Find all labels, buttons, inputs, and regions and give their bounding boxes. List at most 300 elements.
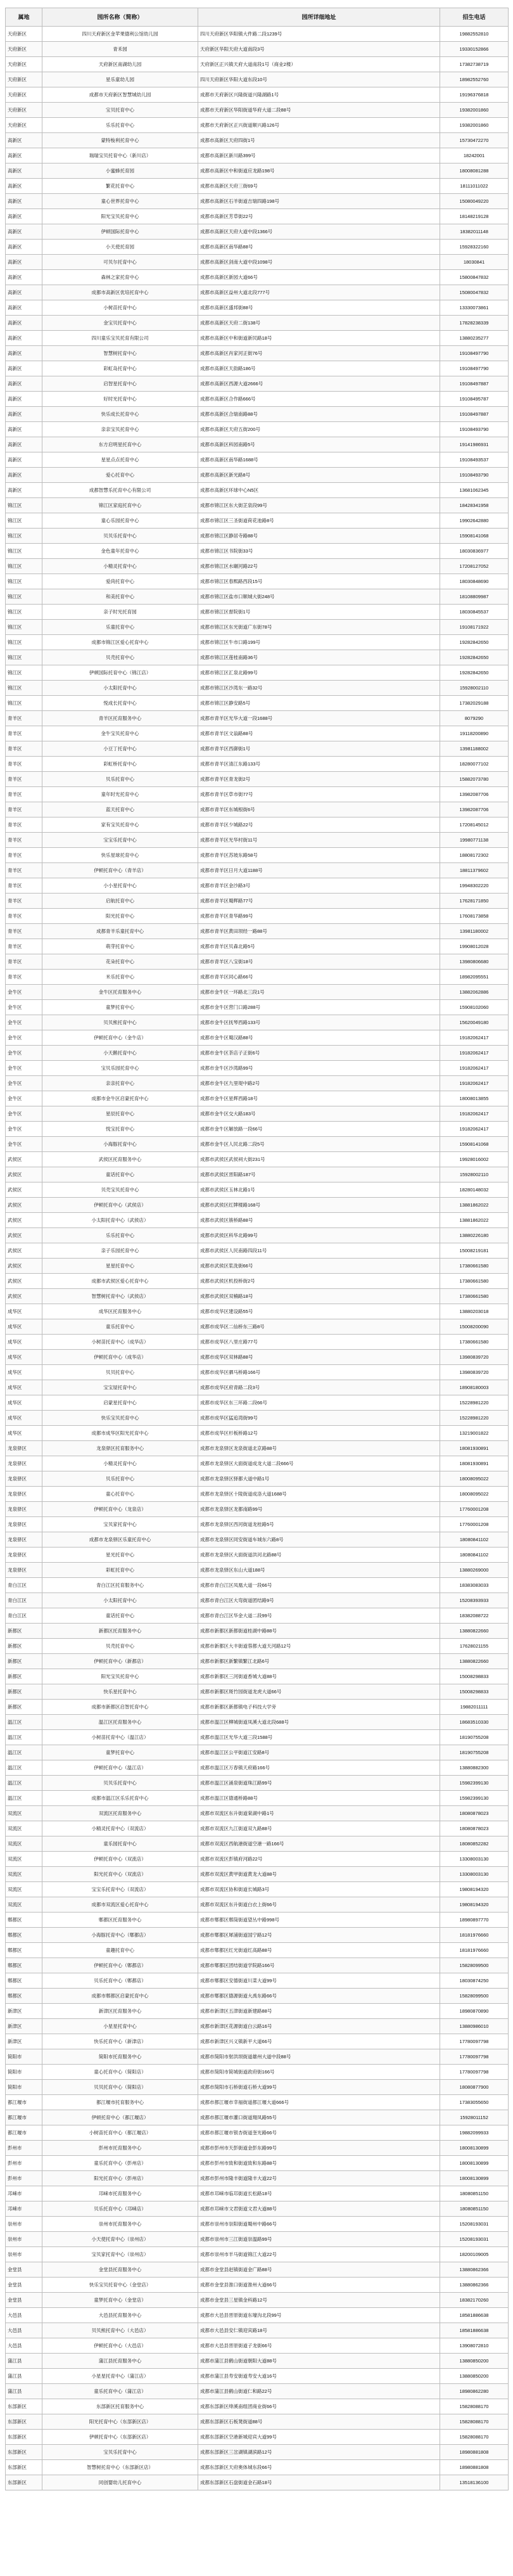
table-row xyxy=(6,696,509,711)
cell-name: 成都市新都区启智托育中心 xyxy=(42,1700,198,1715)
table-row xyxy=(6,2414,509,2430)
table-row xyxy=(6,1259,509,1274)
cell-phone: 18080841102 xyxy=(440,1532,509,1548)
cell-region: 新津区 xyxy=(6,2004,42,2019)
cell-region: 都江堰市 xyxy=(6,2125,42,2141)
cell-phone: 13880235277 xyxy=(440,331,509,346)
cell-address: 成都市双流区协和街道长城路3号 xyxy=(198,1882,440,1897)
cell-address: 四川天府新区华阳镇大件路二段1239号 xyxy=(198,27,440,42)
cell-address: 成都市高新区环球中心N5区 xyxy=(198,483,440,498)
cell-address: 成都市温江区德通桥路88号 xyxy=(198,1791,440,1806)
table-row xyxy=(6,72,509,87)
cell-name: 童心世界托育中心 xyxy=(42,194,198,209)
cell-region: 温江区 xyxy=(6,1745,42,1760)
cell-region: 青羊区 xyxy=(6,863,42,878)
cell-phone: 17760001208 xyxy=(440,1502,509,1517)
cell-name: 双流区托育服务中心 xyxy=(42,1806,198,1821)
cell-phone: 15800847832 xyxy=(440,270,509,285)
table-row xyxy=(6,1563,509,1578)
cell-phone: 18428341958 xyxy=(440,498,509,513)
cell-name: 贝乐托育中心 xyxy=(42,772,198,787)
cell-address: 成都市高新区天府三街69号 xyxy=(198,179,440,194)
cell-name: 星乐童幼儿园 xyxy=(42,72,198,87)
cell-phone: 18080841102 xyxy=(440,1548,509,1563)
table-header-row xyxy=(6,8,509,27)
cell-name: 新都区托育服务中心 xyxy=(42,1624,198,1639)
cell-address: 成都市简阳市简城街道政府街166号 xyxy=(198,2065,440,2080)
cell-name: 伊顿托育中心（都江堰店） xyxy=(42,2110,198,2125)
cell-phone: 18382088722 xyxy=(440,1608,509,1624)
cell-name: 亲子时光托育园 xyxy=(42,605,198,620)
cell-address: 成都市邛崃市文君街道文君大道88号 xyxy=(198,2201,440,2217)
cell-address: 成都市金牛区抚琴西路133号 xyxy=(198,1015,440,1030)
cell-address: 成都市龙泉驿区大面街道洪河北路88号 xyxy=(198,1548,440,1563)
cell-region: 双流区 xyxy=(6,1836,42,1852)
cell-address: 成都市龙泉驿区东山大道188号 xyxy=(198,1563,440,1578)
table-row xyxy=(6,452,509,468)
cell-name: 童乐托育中心 xyxy=(42,1319,198,1335)
cell-region: 高新区 xyxy=(6,163,42,179)
cell-address: 成都市高新区石羊街道吉瑞四路198号 xyxy=(198,194,440,209)
cell-phone: 15008298833 xyxy=(440,1684,509,1700)
cell-address: 成都市锦江区书院街33号 xyxy=(198,544,440,559)
cell-region: 都江堰市 xyxy=(6,2095,42,2110)
table-row xyxy=(6,224,509,240)
cell-name: 成都市郫都区启蒙托育中心 xyxy=(42,1989,198,2004)
table-row xyxy=(6,1806,509,1821)
cell-phone: 18980862280 xyxy=(440,2384,509,2399)
cell-name: 成华区托育服务中心 xyxy=(42,1304,198,1319)
cell-phone: 13880862366 xyxy=(440,2278,509,2293)
cell-name: 阳光托育中心（东部新区店） xyxy=(42,2414,198,2430)
cell-phone: 19182062417 xyxy=(440,1046,509,1061)
cell-region: 温江区 xyxy=(6,1715,42,1730)
cell-name: 森林之家托育中心 xyxy=(42,270,198,285)
cell-address: 成都市成华区八里庄路77号 xyxy=(198,1335,440,1350)
cell-name: 繁花托育中心 xyxy=(42,179,198,194)
cell-phone: 18148219128 xyxy=(440,209,509,224)
table-row xyxy=(6,2080,509,2095)
cell-name: 贝乐托育中心（郫都店） xyxy=(42,1973,198,1989)
cell-address: 成都市新都区斑竹园街道龙虎大道66号 xyxy=(198,1684,440,1700)
cell-name: 伊顿托育中心（大邑店） xyxy=(42,2338,198,2354)
cell-name: 星辰托育中心 xyxy=(42,1106,198,1122)
cell-phone: 18181976660 xyxy=(440,1943,509,1958)
cell-region: 高新区 xyxy=(6,437,42,452)
table-row xyxy=(6,1137,509,1152)
cell-name: 宝宝乐托育中心（双流店） xyxy=(42,1882,198,1897)
table-row xyxy=(6,787,509,802)
cell-phone: 17628171850 xyxy=(440,894,509,909)
cell-region: 彭州市 xyxy=(6,2141,42,2156)
cell-name: 贝贝熊托育中心 xyxy=(42,1015,198,1030)
cell-address: 成都市成华区双林路88号 xyxy=(198,1350,440,1365)
table-row xyxy=(6,1015,509,1030)
cell-address: 成都东部新区石板凳街道88号 xyxy=(198,2414,440,2430)
table-row xyxy=(6,1380,509,1395)
cell-phone: 13980839720 xyxy=(440,1365,509,1380)
cell-address: 成都市龙泉驿区龙泉街道北京路88号 xyxy=(198,1441,440,1456)
cell-name: 童心乐园托育中心 xyxy=(42,513,198,529)
cell-phone: 15828088170 xyxy=(440,2399,509,2414)
cell-phone: 19902642880 xyxy=(440,513,509,529)
cell-phone: 18982552760 xyxy=(440,72,509,87)
cell-phone: 18108809987 xyxy=(440,589,509,605)
cell-phone: 13880850200 xyxy=(440,2354,509,2369)
cell-phone: 13880203018 xyxy=(440,1304,509,1319)
cell-name: 米乐托育中心 xyxy=(42,970,198,985)
cell-region: 温江区 xyxy=(6,1776,42,1791)
cell-name: 成都市温江区乐乐托育中心 xyxy=(42,1791,198,1806)
table-row xyxy=(6,2338,509,2354)
cell-address: 成都市郫都区德源街道大禹东路66号 xyxy=(198,1989,440,2004)
cell-name: 童梦托育中心 xyxy=(42,1745,198,1760)
cell-address: 天府新区华阳天府大道南段3号 xyxy=(198,42,440,57)
cell-phone: 18190755208 xyxy=(440,1730,509,1745)
cell-name: 小海豚托育中心（郫都店） xyxy=(42,1928,198,1943)
cell-address: 成都市青羊区贝森北路5号 xyxy=(198,939,440,954)
cell-phone: 15228981220 xyxy=(440,1395,509,1411)
cell-phone: 19928016002 xyxy=(440,1152,509,1167)
cell-name: 蓝天托育中心 xyxy=(42,802,198,817)
table-row xyxy=(6,1228,509,1243)
table-row xyxy=(6,2065,509,2080)
table-row xyxy=(6,2232,509,2247)
cell-address: 成都市青羊区八宝街18号 xyxy=(198,954,440,970)
cell-phone: 17760001208 xyxy=(440,1517,509,1532)
cell-phone: 15982399130 xyxy=(440,1776,509,1791)
cell-address: 成都市天府新区正兴街道顺兴路126号 xyxy=(198,118,440,133)
cell-phone: 19808194320 xyxy=(440,1897,509,1913)
cell-address: 成都市崇州市羊马街道锦江大道22号 xyxy=(198,2247,440,2262)
cell-phone: 19882552810 xyxy=(440,27,509,42)
cell-region: 高新区 xyxy=(6,148,42,163)
cell-name: 金堂县托育服务中心 xyxy=(42,2262,198,2278)
cell-phone: 13882062886 xyxy=(440,985,509,1000)
table-row xyxy=(6,1700,509,1715)
cell-address: 成都市龙泉驿区西河街道龙桂路5号 xyxy=(198,1517,440,1532)
cell-phone: 18280148032 xyxy=(440,1182,509,1198)
table-row xyxy=(6,1213,509,1228)
cell-name: 东方启明星托育中心 xyxy=(42,437,198,452)
cell-address: 成都市新都区大丰街道蓉都大道天河路12号 xyxy=(198,1639,440,1654)
cell-region: 新都区 xyxy=(6,1669,42,1684)
cell-address: 成都市武侯区浆洗街66号 xyxy=(198,1259,440,1274)
table-row xyxy=(6,392,509,407)
cell-address: 成都市金堂县淮口街道淮州大道66号 xyxy=(198,2278,440,2293)
cell-region: 大邑县 xyxy=(6,2323,42,2338)
cell-region: 高新区 xyxy=(6,376,42,392)
table-row xyxy=(6,1821,509,1836)
cell-region: 郫都区 xyxy=(6,1913,42,1928)
cell-name: 龙泉驿区托育服务中心 xyxy=(42,1441,198,1456)
table-row xyxy=(6,1882,509,1897)
table-row xyxy=(6,179,509,194)
cell-region: 新都区 xyxy=(6,1624,42,1639)
cell-phone: 13908072810 xyxy=(440,2338,509,2354)
cell-address: 成都市锦江区静安路5号 xyxy=(198,696,440,711)
cell-region: 天府新区 xyxy=(6,103,42,118)
cell-region: 武侯区 xyxy=(6,1259,42,1274)
cell-phone: 17828238339 xyxy=(440,316,509,331)
cell-phone: 15828099500 xyxy=(440,1989,509,2004)
cell-region: 简阳市 xyxy=(6,2049,42,2065)
cell-region: 高新区 xyxy=(6,179,42,194)
cell-region: 武侯区 xyxy=(6,1198,42,1213)
table-row xyxy=(6,346,509,361)
cell-name: 成都市成华区阳光托育中心 xyxy=(42,1426,198,1441)
table-row xyxy=(6,2141,509,2156)
cell-region: 青羊区 xyxy=(6,939,42,954)
cell-name: 彭州市托育服务中心 xyxy=(42,2141,198,2156)
cell-address: 成都市郫都区红光街道红高路88号 xyxy=(198,1943,440,1958)
cell-phone: 13219001822 xyxy=(440,1426,509,1441)
cell-phone: 19108493790 xyxy=(440,468,509,483)
cell-address: 成都市新都区新都镇电子科技大学旁 xyxy=(198,1700,440,1715)
cell-address: 成都市青羊区同心路66号 xyxy=(198,970,440,985)
cell-phone: 19282842650 xyxy=(440,635,509,650)
cell-address: 成都市温江区光华大道三段1588号 xyxy=(198,1730,440,1745)
cell-region: 新津区 xyxy=(6,2034,42,2049)
table-row xyxy=(6,1319,509,1335)
table-row xyxy=(6,1989,509,2004)
cell-name: 小小星托育中心 xyxy=(42,878,198,894)
cell-address: 成都市锦江区东大街芷泉段99号 xyxy=(198,498,440,513)
cell-phone: 17380661580 xyxy=(440,1259,509,1274)
table-row xyxy=(6,316,509,331)
cell-address: 成都市天府新区华阳街道华府大道二段88号 xyxy=(198,103,440,118)
cell-phone: 19182062417 xyxy=(440,1061,509,1076)
cell-name: 小太阳托育中心 xyxy=(42,1593,198,1608)
cell-phone: 17383055650 xyxy=(440,2095,509,2110)
kindergarten-table xyxy=(5,8,509,2490)
cell-name: 贝壳托育中心 xyxy=(42,650,198,665)
cell-phone: 19182062417 xyxy=(440,1106,509,1122)
table-row xyxy=(6,1395,509,1411)
cell-name: 童梦托育中心（金堂店） xyxy=(42,2293,198,2308)
cell-phone: 18242001 xyxy=(440,148,509,163)
cell-phone: 18811379602 xyxy=(440,863,509,878)
table-row xyxy=(6,163,509,179)
cell-phone: 15208393933 xyxy=(440,1593,509,1608)
cell-phone: 15620049180 xyxy=(440,1015,509,1030)
table-row xyxy=(6,1548,509,1563)
cell-name: 童乐托育中心（蒲江店） xyxy=(42,2384,198,2399)
cell-region: 青羊区 xyxy=(6,817,42,833)
cell-phone: 19141986931 xyxy=(440,437,509,452)
cell-name: 锦江区家庭托育中心 xyxy=(42,498,198,513)
cell-address: 成都市郫都区郫筒街道望丛中路998号 xyxy=(198,1913,440,1928)
table-row xyxy=(6,802,509,817)
cell-name: 伊顿国际托育中心（锦江店） xyxy=(42,665,198,681)
table-row xyxy=(6,468,509,483)
cell-name: 崇州市托育服务中心 xyxy=(42,2217,198,2232)
cell-name: 金色童年托育中心 xyxy=(42,544,198,559)
cell-region: 锦江区 xyxy=(6,650,42,665)
cell-region: 金牛区 xyxy=(6,1122,42,1137)
cell-address: 成都市温江区柳城街道凤溪大道北段688号 xyxy=(198,1715,440,1730)
cell-phone: 19182062417 xyxy=(440,1122,509,1137)
cell-phone: 18383083033 xyxy=(440,1578,509,1593)
cell-region: 高新区 xyxy=(6,133,42,148)
table-row xyxy=(6,1608,509,1624)
table-header xyxy=(6,8,509,27)
table-row xyxy=(6,1578,509,1593)
cell-region: 青白江区 xyxy=(6,1608,42,1624)
cell-address: 成都市大邑县晋原街道东壕沟北段99号 xyxy=(198,2308,440,2323)
cell-name: 童话托育中心 xyxy=(42,1608,198,1624)
cell-phone: 17380661580 xyxy=(440,1335,509,1350)
cell-name: 亲亲宝贝托育中心 xyxy=(42,422,198,437)
cell-name: 蒙特梭利托育中心 xyxy=(42,133,198,148)
cell-name: 金牛宝贝托育中心 xyxy=(42,726,198,741)
table-row xyxy=(6,2369,509,2384)
cell-name: 小天鹅托育中心 xyxy=(42,1046,198,1061)
cell-region: 天府新区 xyxy=(6,118,42,133)
cell-region: 青羊区 xyxy=(6,894,42,909)
table-row xyxy=(6,772,509,787)
table-row xyxy=(6,2217,509,2232)
cell-address: 成都市金牛区九里堤中路2号 xyxy=(198,1076,440,1091)
cell-region: 成华区 xyxy=(6,1350,42,1365)
cell-region: 武侯区 xyxy=(6,1213,42,1228)
cell-phone: 17608173858 xyxy=(440,909,509,924)
cell-name: 好时光托育中心 xyxy=(42,392,198,407)
cell-address: 成都市高新区新园大道66号 xyxy=(198,270,440,285)
cell-address: 成都市高新区中和街道应龙路198号 xyxy=(198,163,440,179)
cell-phone: 18683510330 xyxy=(440,1715,509,1730)
cell-phone: 17208145012 xyxy=(440,817,509,833)
table-row xyxy=(6,1335,509,1350)
table-row xyxy=(6,1182,509,1198)
cell-region: 双流区 xyxy=(6,1867,42,1882)
cell-address: 成都市武侯区武侯祠大街231号 xyxy=(198,1152,440,1167)
table-body xyxy=(6,27,509,2490)
cell-name: 小精灵托育中心（双流店） xyxy=(42,1821,198,1836)
table-row xyxy=(6,57,509,72)
cell-address: 成都市锦江区春熙路西段15号 xyxy=(198,574,440,589)
cell-region: 蒲江县 xyxy=(6,2369,42,2384)
table-row xyxy=(6,894,509,909)
cell-name: 童心托育中心 xyxy=(42,1487,198,1502)
cell-address: 成都市都江堰市灌口街道翔凤路55号 xyxy=(198,2110,440,2125)
cell-phone: 18080877900 xyxy=(440,2080,509,2095)
table-row xyxy=(6,620,509,635)
cell-region: 高新区 xyxy=(6,407,42,422)
cell-region: 崇州市 xyxy=(6,2247,42,2262)
cell-name: 快乐星球托育中心 xyxy=(42,848,198,863)
cell-region: 新都区 xyxy=(6,1684,42,1700)
cell-address: 成都市锦江区汇泉北路99号 xyxy=(198,665,440,681)
cell-name: 启蒙星托育中心 xyxy=(42,1395,198,1411)
cell-address: 成都市双流区黄甲街道黄龙大道88号 xyxy=(198,1867,440,1882)
cell-address: 成都市高新区剑南大道中段1098号 xyxy=(198,255,440,270)
table-row xyxy=(6,2004,509,2019)
cell-name: 智慧树托育中心（东部新区店） xyxy=(42,2460,198,2475)
cell-address: 成都市高新区盛邦街88号 xyxy=(198,300,440,316)
cell-region: 都江堰市 xyxy=(6,2110,42,2125)
cell-name: 青禾园 xyxy=(42,42,198,57)
cell-address: 成都市青羊区日月大道1188号 xyxy=(198,863,440,878)
cell-name: 宝宝乐托育中心 xyxy=(42,833,198,848)
cell-address: 成都市成华区建设路55号 xyxy=(198,1304,440,1319)
cell-address: 成都市成华区二仙桥东三路8号 xyxy=(198,1319,440,1335)
table-row xyxy=(6,133,509,148)
cell-phone: 13330073861 xyxy=(440,300,509,316)
cell-address: 成都市武侯区科华北路99号 xyxy=(198,1228,440,1243)
table-row xyxy=(6,741,509,757)
table-row xyxy=(6,635,509,650)
cell-address: 成都市锦江区三圣街道荷花池路8号 xyxy=(198,513,440,529)
cell-region: 彭州市 xyxy=(6,2171,42,2186)
cell-address: 成都市高新区新川路399号 xyxy=(198,148,440,163)
table-row xyxy=(6,1122,509,1137)
cell-name: 阳光宝贝托育中心 xyxy=(42,1669,198,1684)
cell-phone: 13880862366 xyxy=(440,2262,509,2278)
cell-address: 成都市金牛区沙湾路99号 xyxy=(198,1061,440,1076)
cell-phone: 18030848690 xyxy=(440,574,509,589)
cell-address: 成都市武侯区人民南路四段11号 xyxy=(198,1243,440,1259)
cell-name: 亲子乐园托育中心 xyxy=(42,1243,198,1259)
cell-address: 成都市新都区三河街道香城大道88号 xyxy=(198,1669,440,1684)
cell-phone: 17780097798 xyxy=(440,2065,509,2080)
table-row xyxy=(6,2262,509,2278)
cell-address: 成都市双流区西航港街道空港一路166号 xyxy=(198,1836,440,1852)
cell-region: 郫都区 xyxy=(6,1989,42,2004)
cell-name: 瑞瑞宝贝托育中心（新川店） xyxy=(42,148,198,163)
cell-address: 成都市青羊区金沙路3号 xyxy=(198,878,440,894)
cell-region: 青羊区 xyxy=(6,711,42,726)
cell-address: 成都市锦江区静居寺路88号 xyxy=(198,529,440,544)
table-row xyxy=(6,1745,509,1760)
cell-name: 小豆丁托育中心 xyxy=(42,741,198,757)
cell-phone: 15080047832 xyxy=(440,285,509,300)
cell-region: 东部新区 xyxy=(6,2414,42,2430)
cell-region: 青羊区 xyxy=(6,741,42,757)
cell-region: 高新区 xyxy=(6,300,42,316)
table-row xyxy=(6,589,509,605)
table-row xyxy=(6,437,509,452)
cell-region: 高新区 xyxy=(6,452,42,468)
cell-name: 金宝贝托育中心 xyxy=(42,316,198,331)
cell-address: 成都市蒲江县寿安街道寿安大道16号 xyxy=(198,2369,440,2384)
cell-name: 小精灵托育中心 xyxy=(42,1456,198,1471)
cell-phone: 19108493537 xyxy=(440,452,509,468)
cell-phone: 18080878023 xyxy=(440,1806,509,1821)
cell-name: 童乐园托育中心 xyxy=(42,1836,198,1852)
cell-name: 青羊区托育服务中心 xyxy=(42,711,198,726)
cell-region: 蒲江县 xyxy=(6,2384,42,2399)
cell-region: 蒲江县 xyxy=(6,2354,42,2369)
cell-phone: 18080851150 xyxy=(440,2186,509,2201)
cell-region: 崇州市 xyxy=(6,2217,42,2232)
cell-name: 东部新区托育服务中心 xyxy=(42,2399,198,2414)
table-row xyxy=(6,1715,509,1730)
table-row xyxy=(6,939,509,954)
table-row xyxy=(6,924,509,939)
cell-region: 简阳市 xyxy=(6,2080,42,2095)
cell-name: 快乐成长托育中心 xyxy=(42,407,198,422)
table-row xyxy=(6,1152,509,1167)
table-row xyxy=(6,2430,509,2445)
cell-address: 天府新区正兴镇天府大道南段1号（商业2楼） xyxy=(198,57,440,72)
cell-address: 成都市郫都区安德街道川菜大道99号 xyxy=(198,1973,440,1989)
cell-address: 成都市新津区花源街道白云路16号 xyxy=(198,2019,440,2034)
cell-address: 成都市高新区西源大道2666号 xyxy=(198,376,440,392)
cell-address: 成都市龙泉驿区同安街道车城东六路8号 xyxy=(198,1532,440,1548)
cell-name: 天府新区南湖幼儿园 xyxy=(42,57,198,72)
cell-address: 成都市高新区天府四街1号 xyxy=(198,133,440,148)
